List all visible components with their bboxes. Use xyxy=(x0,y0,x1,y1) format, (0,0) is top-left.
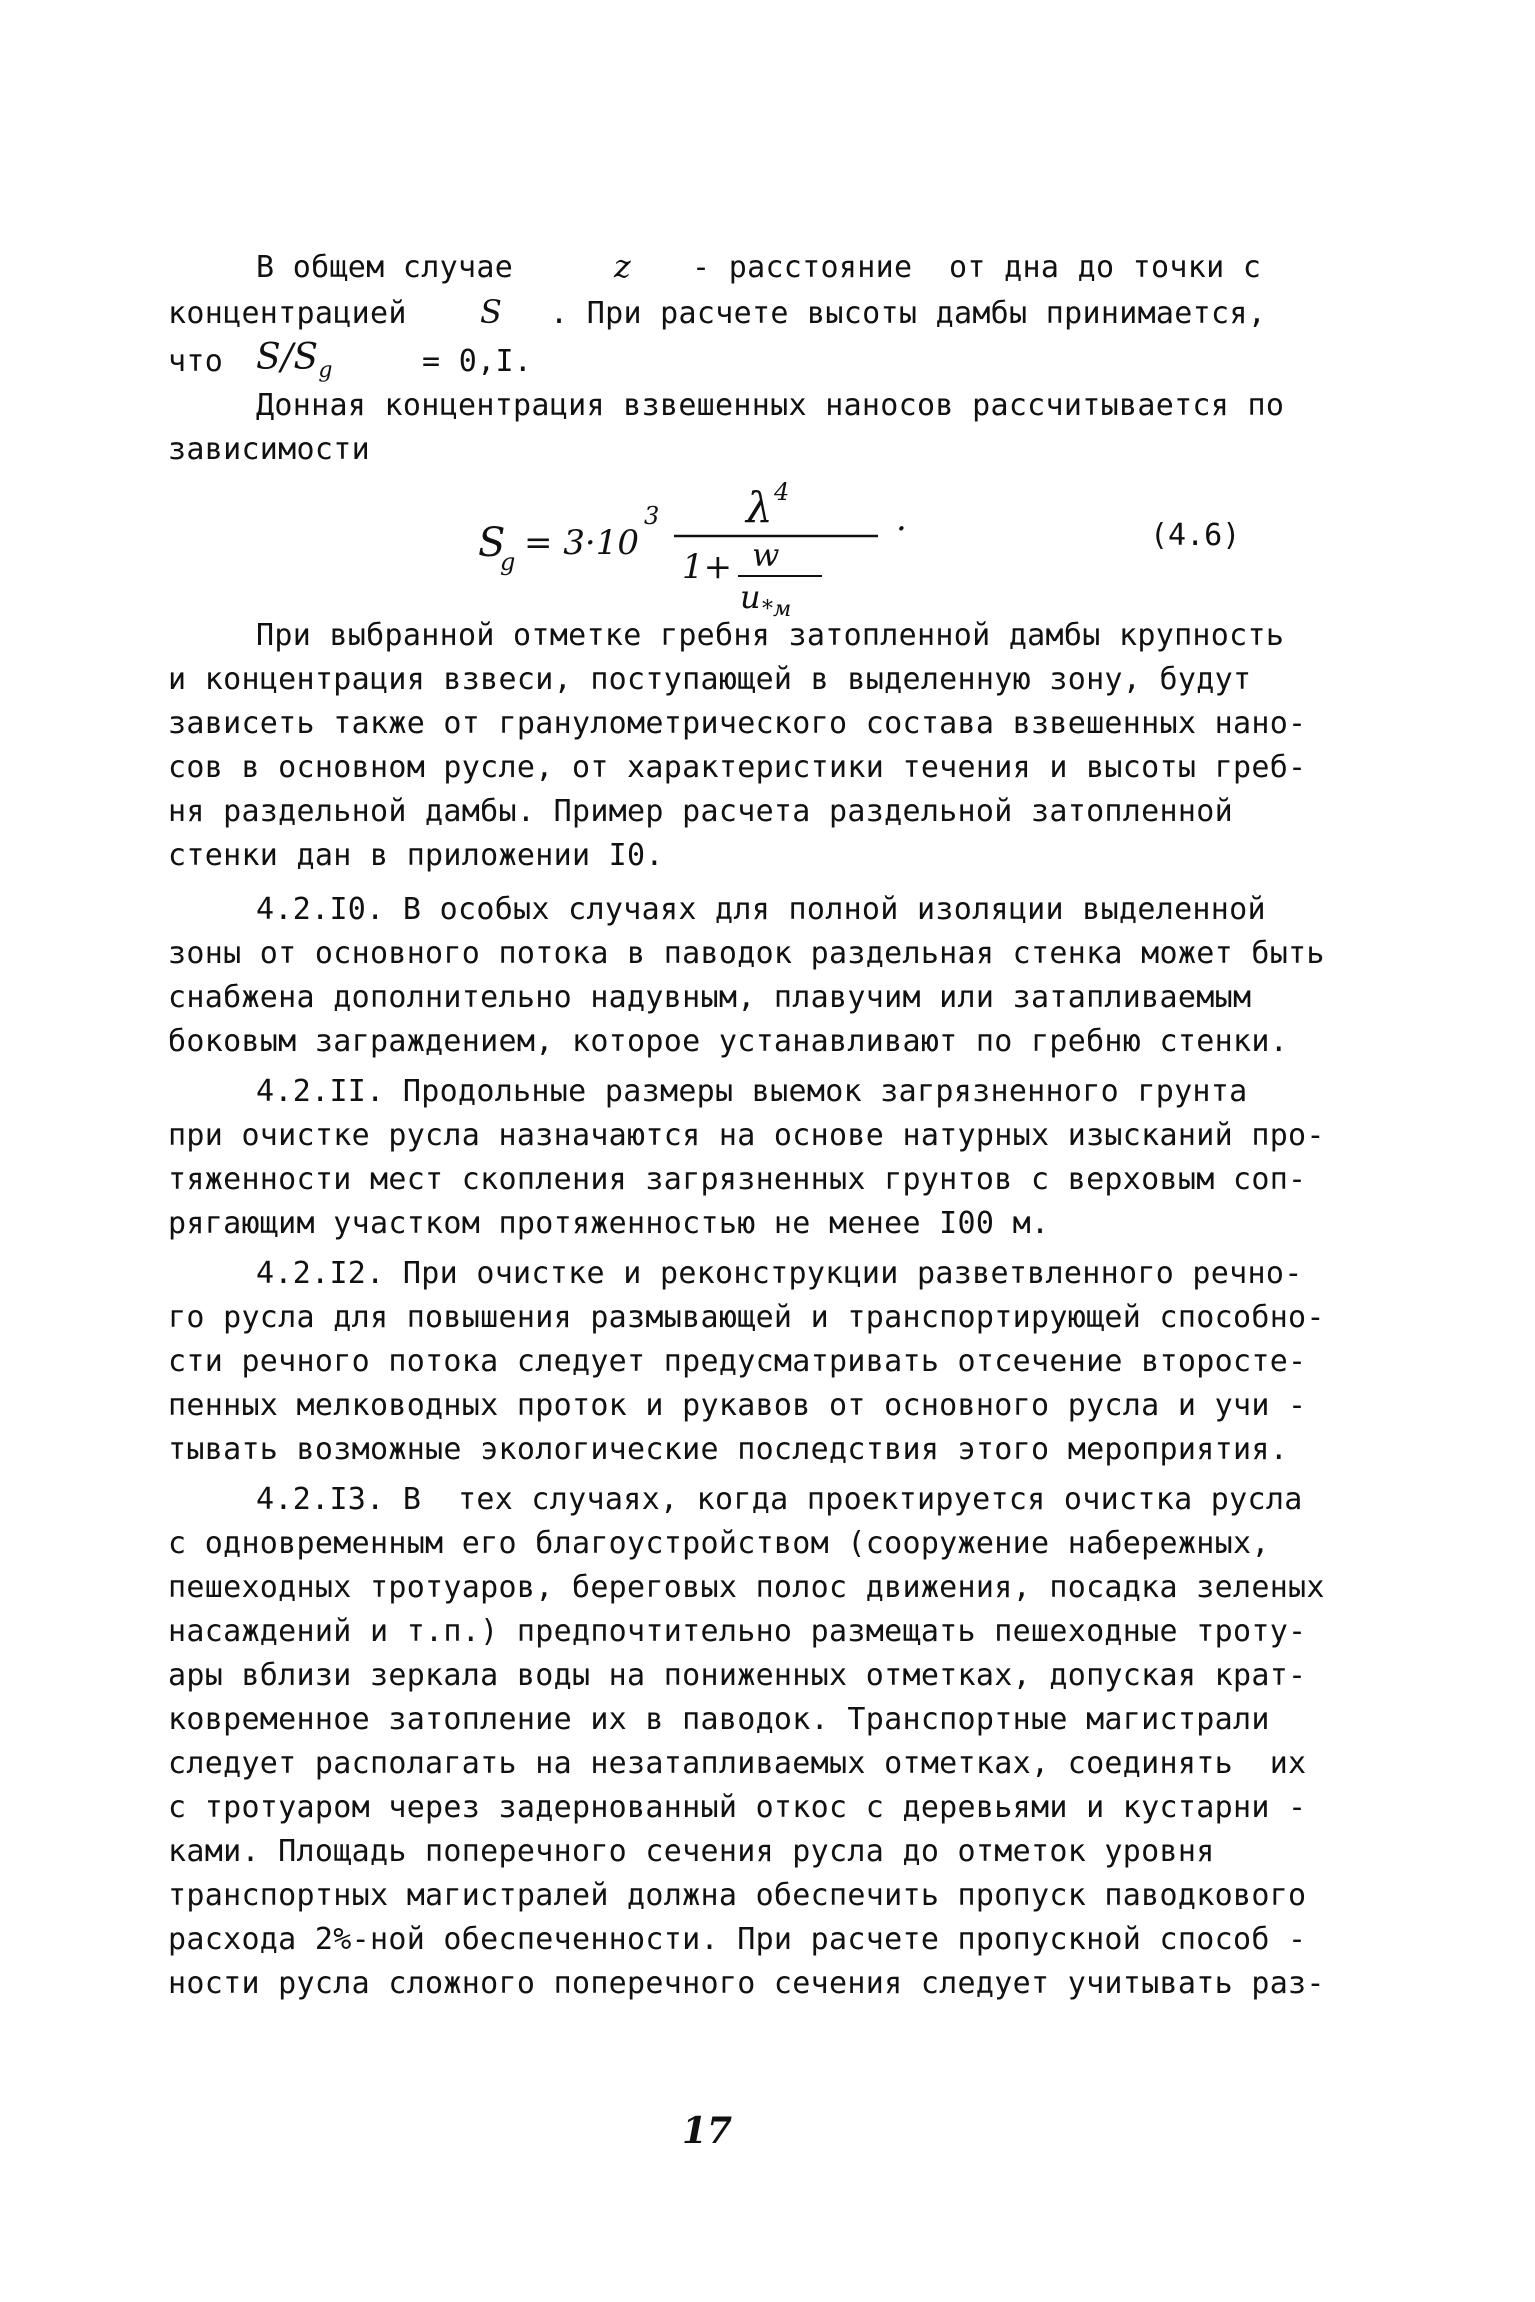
formula-exponent: 3 xyxy=(644,502,660,530)
formula-den-u-sub: *м xyxy=(762,597,792,622)
s-symbol: S xyxy=(480,293,503,331)
text-line: с тротуаром через задернованный откос с деревьями и кустарни - xyxy=(168,1790,1307,1825)
intro-text: - расстояние от дна до точки с xyxy=(692,250,1262,285)
text-line: зависеть также от гранулометрического состава взвешенных нано- xyxy=(168,706,1307,741)
formula-coefficient: = 3·10 xyxy=(524,523,639,563)
bottom-conc-line-1: Донная концентрация взвешенных наносов рассчитывается по xyxy=(256,388,1285,423)
text-line: рягающим участком протяженностью не менее I00 м. xyxy=(168,1206,1050,1241)
intro-text: что xyxy=(168,344,224,379)
text-line: 4.2.I2. При очистке и реконструкции разветвленного речно- xyxy=(256,1256,1303,1291)
text-line: пенных мелководных проток и рукавов от основного русла и учи - xyxy=(168,1388,1307,1423)
intro-text: . При расчете высоты дамбы принимается, xyxy=(550,296,1267,331)
ratio-text: S/S xyxy=(256,337,319,378)
text-line: ности русла сложного поперечного сечения следует учитывать раз- xyxy=(168,1966,1325,2001)
formula-lhs: S xyxy=(478,520,506,566)
formula-dot: · xyxy=(896,509,907,549)
equation-number: (4.6) xyxy=(1150,518,1241,553)
intro-text: = 0,I. xyxy=(422,344,533,379)
formula-den-one: 1+ xyxy=(682,547,733,587)
intro-line-2 xyxy=(168,292,1267,336)
text-line: насаждений и т.п.) предпочтительно размещать пешеходные троту- xyxy=(168,1614,1307,1649)
text-line: тяженности мест скопления загрязненных грунтов с верховым соп- xyxy=(168,1162,1307,1197)
intro-text: В общем случае xyxy=(256,250,514,285)
text-line: тывать возможные экологические последствия этого мероприятия. xyxy=(168,1432,1289,1467)
text-line: транспортных магистралей должна обеспечить пропуск паводкового xyxy=(168,1878,1307,1913)
text-line: 4.2.I3. В тех случаях, когда проектируется очистка русла xyxy=(256,1482,1303,1517)
text-line: снабжена дополнительно надувным, плавучим или затапливаемым xyxy=(168,980,1252,1015)
text-line: ня раздельной дамбы. Пример расчета раздельной затопленной xyxy=(168,794,1233,829)
text-line: сов в основном русле, от характеристики течения и высоты греб- xyxy=(168,750,1307,785)
text-line: зоны от основного потока в паводок раздельная стенка может быть xyxy=(168,936,1325,971)
formula-den-u: u xyxy=(740,578,761,616)
text-line: сти речного потока следует предусматривать отсечение второсте- xyxy=(168,1344,1307,1379)
bottom-conc-line-2: зависимости xyxy=(168,432,370,467)
text-line: 4.2.II. Продольные размеры выемок загрязненного грунта xyxy=(256,1074,1248,1109)
text-line: ары вблизи зеркала воды на пониженных отметках, допуская крат- xyxy=(168,1658,1307,1693)
text-line: При выбранной отметке гребня затопленной дамбы крупность xyxy=(256,618,1285,653)
text-line: с одновременным его благоустройством (сооружение набережных, xyxy=(168,1526,1270,1561)
text-line: ками. Площадь поперечного сечения русла до отметок уровня xyxy=(168,1834,1215,1869)
text-line: пешеходных тротуаров, береговых полос движения, посадка зеленых xyxy=(168,1570,1325,1605)
formula-numerator-exponent: 4 xyxy=(774,478,790,506)
text-line: расхода 2%-ной обеспеченности. При расчете пропускной способ - xyxy=(168,1922,1307,1957)
ratio-subscript: g xyxy=(318,358,333,384)
text-line: ковременное затопление их в паводок. Транспортные магистрали xyxy=(168,1702,1270,1737)
text-line: боковым заграждением, которое устанавливают по гребню стенки. xyxy=(168,1024,1289,1059)
intro-line-1 xyxy=(256,246,1262,290)
text-line: следует располагать на незатапливаемых отметках, соединять их xyxy=(168,1746,1307,1781)
text-line: и концентрация взвеси, поступающей в выделенную зону, будут xyxy=(168,662,1252,697)
text-line: при очистке русла назначаются на основе натурных изысканий про- xyxy=(168,1118,1325,1153)
intro-line-3 xyxy=(168,337,533,384)
z-symbol: z xyxy=(614,247,632,285)
formula-numerator: λ xyxy=(746,483,773,532)
text-line: 4.2.I0. В особых случаях для полной изоляции выделенной xyxy=(256,892,1266,927)
formula-4-6 xyxy=(478,478,958,628)
formula-den-w: w xyxy=(752,536,780,574)
formula-lhs-sub: g xyxy=(500,548,516,576)
text-line: стенки дан в приложении I0. xyxy=(168,838,664,873)
intro-text: концентрацией xyxy=(168,296,407,331)
page-number: 17 xyxy=(682,2110,733,2152)
text-line: го русла для повышения размывающей и транспортирующей способно- xyxy=(168,1300,1325,1335)
